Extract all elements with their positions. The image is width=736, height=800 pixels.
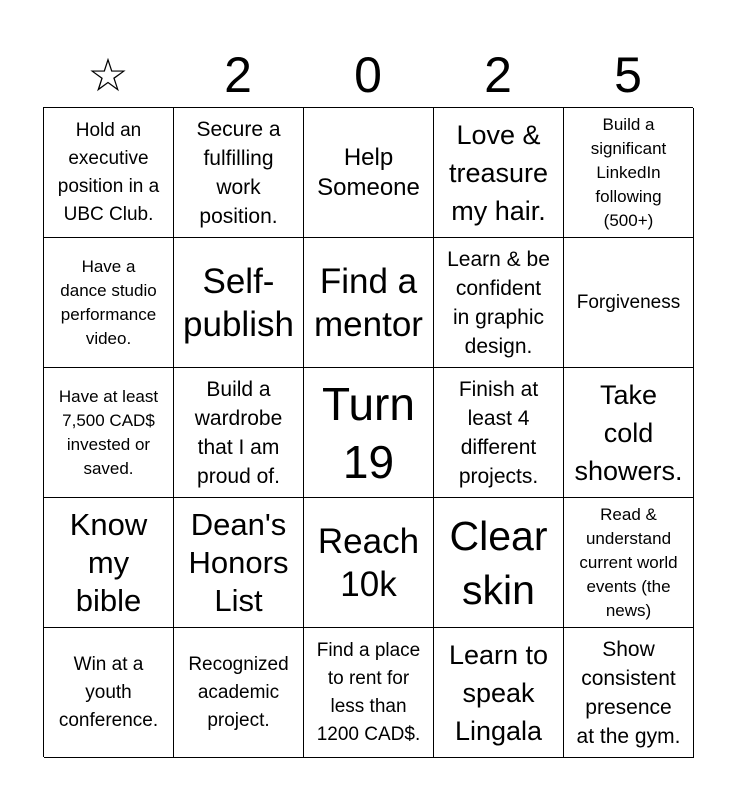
bingo-cell[interactable]	[564, 238, 694, 368]
bingo-cell[interactable]	[44, 238, 174, 368]
bingo-cell[interactable]	[174, 498, 304, 628]
cell-text: Find a mentor	[314, 261, 423, 344]
bingo-cell[interactable]	[304, 498, 434, 628]
bingo-cell[interactable]	[44, 628, 174, 758]
cell-text: Learn to speak Lingala	[448, 639, 549, 746]
bingo-cell[interactable]	[174, 238, 304, 368]
bingo-cell[interactable]	[304, 628, 434, 758]
bingo-cell[interactable]	[434, 368, 564, 498]
cell-text: Have at least 7,500 CAD$ invested or saved.	[58, 386, 159, 478]
bingo-cell[interactable]	[174, 368, 304, 498]
header-letter: 0	[354, 47, 382, 103]
bingo-cell[interactable]	[44, 498, 174, 628]
cell-text: Help Someone	[317, 143, 420, 201]
cell-text: Love & treasure my hair.	[448, 119, 549, 226]
bingo-cell[interactable]	[304, 368, 434, 498]
cell-text: Build a significant LinkedIn following (500+)	[590, 114, 667, 230]
bingo-cell[interactable]	[564, 498, 694, 628]
bingo-cell[interactable]	[44, 368, 174, 498]
bingo-cell[interactable]	[434, 498, 564, 628]
header-letter: 2	[484, 47, 512, 103]
cell-text: Self- publish	[183, 261, 294, 344]
cell-text: Clear skin	[449, 512, 548, 613]
bingo-cell[interactable]	[434, 628, 564, 758]
bingo-card	[43, 107, 693, 757]
cell-text: Secure a fulfilling work position.	[196, 117, 281, 228]
bingo-cell[interactable]	[174, 108, 304, 238]
cell-text: Recognized academic project.	[188, 653, 289, 731]
cell-text: Win at a youth conference.	[58, 653, 159, 731]
cell-text: Learn & be confident in graphic design.	[447, 247, 550, 358]
cell-text: Find a place to rent for less than 1200 CAD$.	[316, 639, 421, 745]
bingo-cell[interactable]	[304, 238, 434, 368]
bingo-cell[interactable]	[564, 108, 694, 238]
star-icon: ☆	[87, 49, 129, 101]
cell-text: Reach 10k	[317, 521, 420, 604]
cell-text: Build a wardrobe that I am proud of.	[194, 377, 283, 488]
bingo-cell[interactable]	[564, 368, 694, 498]
header-letter: 2	[224, 47, 252, 103]
cell-text: Know my bible	[69, 506, 148, 618]
bingo-cell[interactable]	[304, 108, 434, 238]
cell-text: Read & understand current world events (the news)	[579, 504, 678, 620]
cell-text: Have a dance studio performance video.	[60, 256, 157, 348]
cell-text: Show consistent presence at the gym.	[576, 637, 681, 748]
cell-text: Take cold showers.	[574, 379, 683, 486]
cell-text: Finish at least 4 different projects.	[458, 377, 539, 488]
cell-text: Forgiveness	[576, 291, 681, 313]
bingo-cell[interactable]	[434, 238, 564, 368]
cell-text: Hold an executive position in a UBC Club.	[57, 119, 160, 225]
cell-text: Turn 19	[322, 377, 415, 488]
cell-text: Dean's Honors List	[188, 506, 289, 618]
header-letter: 5	[614, 47, 642, 103]
bingo-header	[43, 44, 693, 106]
bingo-cell[interactable]	[174, 628, 304, 758]
bingo-cell[interactable]	[44, 108, 174, 238]
bingo-cell[interactable]	[564, 628, 694, 758]
bingo-cell[interactable]	[434, 108, 564, 238]
